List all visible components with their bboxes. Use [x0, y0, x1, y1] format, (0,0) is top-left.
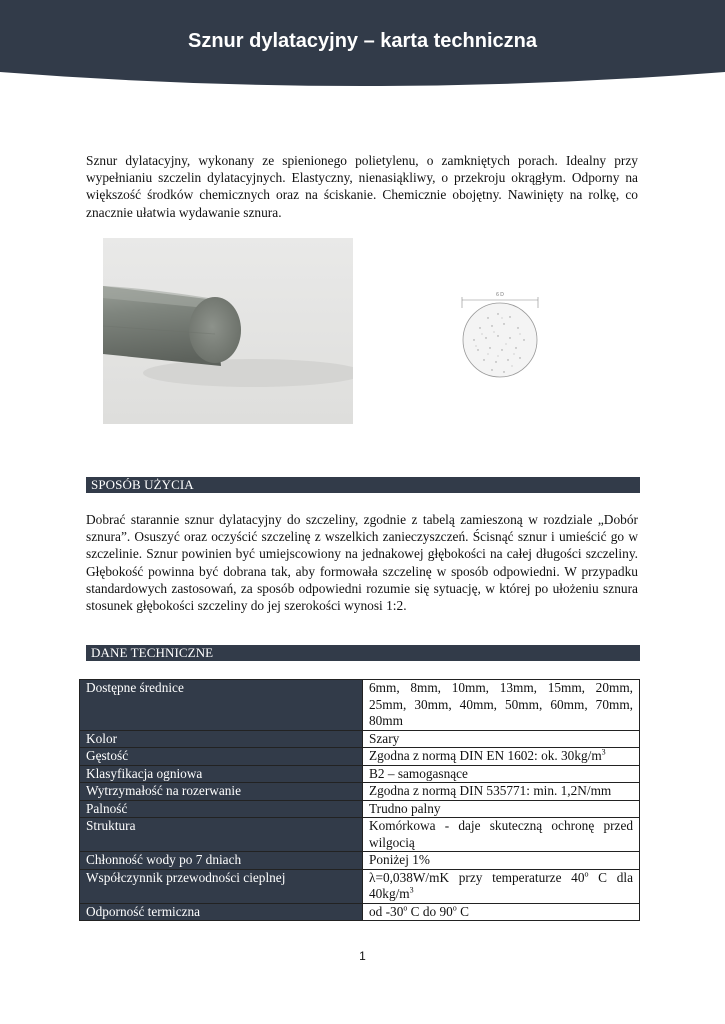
- table-row: [80, 800, 640, 818]
- dimension-label: 6 D: [496, 292, 504, 298]
- table-key: Odporność termiczna: [80, 903, 363, 921]
- cross-section-drawing: [458, 288, 542, 380]
- product-photo: [103, 238, 353, 424]
- usage-heading: SPOSÓB UŻYCIA: [86, 477, 640, 493]
- table-row: [80, 818, 640, 852]
- usage-paragraph: Dobrać starannie sznur dylatacyjny do szczeliny, zgodnie z tabelą zamieszoną w rozdziale „Dobór sznura”. Osuszyć oraz oczyścić szczelinę z wszelkich zanieczyszczeń. Ścisnąć sznur i umieścić go w szczelinie. Sznur powinien być umiejscowiony na jednakowej głębokości na całej długości szczeliny. Głębokość powinna być dobrana tak, aby formowała szczelinę w sposób odpowiedni. W przypadku standardowych zastosowań, za sposób odpowiedni rozumie się sytuację, w której po ułożeniu sznura stosunek głębokości szczeliny do jej szerokości wynosi 1:2.: [86, 512, 638, 614]
- table-key: Współczynnik przewodności cieplnej: [80, 869, 363, 903]
- intro-paragraph: Sznur dylatacyjny, wykonany ze spienionego polietylenu, o zamkniętych porach. Idealny przy wypełnianiu szczelin dylatacyjnych. Elastyczny, nienasiąkliwy, o przekroju okrągłym. Odporny na większość środków chemicznych oraz na ściskanie. Chemicznie obojętny. Nawinięty na rolkę, co znacznie ułatwia wydawanie sznura.: [86, 153, 638, 220]
- table-row: [80, 680, 640, 731]
- table-row: [80, 783, 640, 801]
- table-key: Struktura: [80, 818, 363, 852]
- tech-data-table: [79, 679, 640, 921]
- table-value: Trudno palny: [363, 800, 640, 818]
- table-value: 6mm, 8mm, 10mm, 13mm, 15mm, 20mm, 25mm, 30mm, 40mm, 50mm, 60mm, 70mm, 80mm: [363, 680, 640, 731]
- table-value: Komórkowa - daje skuteczną ochronę przed wilgocią: [363, 818, 640, 852]
- table-value: B2 – samogasnące: [363, 765, 640, 783]
- table-row: [80, 765, 640, 783]
- table-key: Wytrzymałość na rozerwanie: [80, 783, 363, 801]
- table-value: Zgodna z normą DIN 535771: min. 1,2N/mm: [363, 783, 640, 801]
- table-value: od -30$^o$ C do 90$^o$ C: [363, 903, 640, 921]
- table-row: [80, 748, 640, 766]
- table-key: Dostępne średnice: [80, 680, 363, 731]
- table-value: λ=0,038W/mK przy temperaturze 40$^o$ C dla $40kg/m^3$: [363, 869, 640, 903]
- table-key: Klasyfikacja ogniowa: [80, 765, 363, 783]
- table-value: Szary: [363, 730, 640, 748]
- table-key: Kolor: [80, 730, 363, 748]
- table-row: [80, 903, 640, 921]
- table-row: [80, 730, 640, 748]
- table-value: Zgodna z normą DIN EN 1602: ok. $30kg/m^3$: [363, 748, 640, 766]
- page-number: 1: [359, 949, 366, 963]
- table-row: [80, 852, 640, 870]
- tech-heading: DANE TECHNICZNE: [86, 645, 640, 661]
- table-key: Chłonność wody po 7 dniach: [80, 852, 363, 870]
- page-title: Sznur dylatacyjny – karta techniczna: [187, 30, 538, 52]
- table-key: Gęstość: [80, 748, 363, 766]
- table-key: Palność: [80, 800, 363, 818]
- table-row: [80, 869, 640, 903]
- header-banner: [0, 0, 725, 95]
- table-value: Poniżej 1%: [363, 852, 640, 870]
